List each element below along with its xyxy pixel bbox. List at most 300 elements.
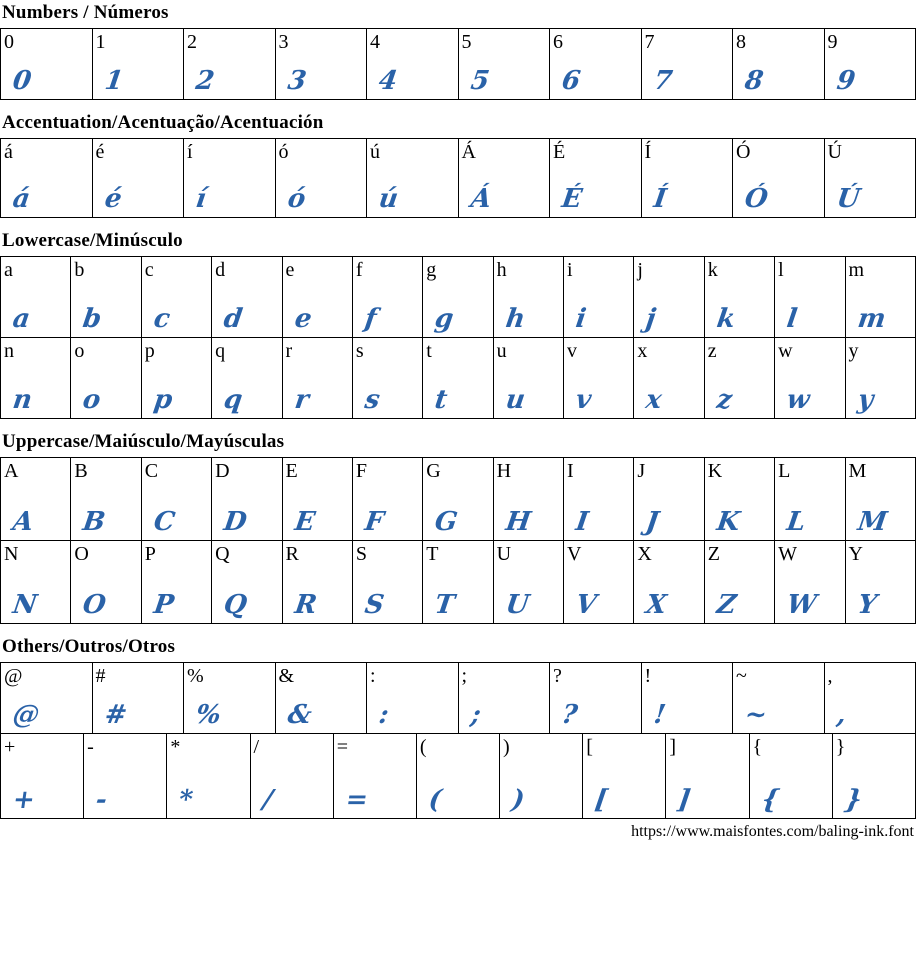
glyph-cell bbox=[275, 663, 367, 734]
section-title-others: Others/Outros/Otros bbox=[2, 636, 176, 657]
glyph-cell bbox=[634, 458, 704, 541]
styled-glyph-preview: ? bbox=[559, 700, 580, 730]
glyph-grid-uppercase bbox=[0, 457, 916, 624]
glyph-cell bbox=[493, 541, 563, 624]
glyph-cell bbox=[666, 734, 749, 819]
styled-glyph-preview: t bbox=[433, 385, 450, 415]
styled-glyph-preview: n bbox=[10, 385, 35, 415]
styled-glyph-preview: Í bbox=[651, 184, 668, 214]
glyph-cell bbox=[493, 338, 563, 419]
styled-glyph-preview: ~ bbox=[742, 700, 769, 730]
glyph-table-uppercase-row-1 bbox=[0, 457, 916, 541]
reference-char: 9 bbox=[827, 31, 838, 53]
glyph-cell bbox=[583, 734, 666, 819]
glyph-table-others-row-1 bbox=[0, 662, 916, 734]
styled-glyph-preview: G bbox=[433, 507, 460, 537]
source-url: https://www.maisfontes.com/baling-ink.font bbox=[631, 823, 914, 840]
section-others bbox=[0, 636, 916, 819]
glyph-table-accentuation-row-1 bbox=[0, 138, 916, 218]
reference-char: ~ bbox=[736, 665, 747, 687]
glyph-grid-numbers bbox=[0, 28, 916, 100]
styled-glyph-preview: Ú bbox=[834, 184, 862, 214]
reference-char: ! bbox=[644, 665, 652, 687]
reference-char: Í bbox=[644, 141, 652, 163]
glyph-cell bbox=[333, 734, 416, 819]
glyph-cell bbox=[367, 139, 459, 218]
section-title-lowercase: Lowercase/Minúsculo bbox=[2, 230, 183, 251]
glyph-cell bbox=[564, 338, 634, 419]
glyph-cell bbox=[832, 734, 915, 819]
styled-glyph-preview: z bbox=[714, 385, 734, 415]
reference-char: l bbox=[778, 259, 784, 281]
reference-char: U bbox=[496, 543, 512, 565]
glyph-cell bbox=[423, 541, 493, 624]
styled-glyph-preview: a bbox=[10, 304, 32, 334]
glyph-cell bbox=[1, 338, 71, 419]
styled-glyph-preview: H bbox=[503, 507, 533, 537]
glyph-cell bbox=[1, 458, 71, 541]
reference-char: y bbox=[848, 340, 859, 362]
glyph-cell bbox=[141, 338, 211, 419]
styled-glyph-preview: 8 bbox=[742, 66, 766, 96]
glyph-table-lowercase-row-1 bbox=[0, 256, 916, 338]
reference-char: 1 bbox=[95, 31, 106, 53]
styled-glyph-preview: p bbox=[151, 385, 175, 415]
reference-char: Ú bbox=[827, 141, 842, 163]
reference-char: ? bbox=[553, 665, 562, 687]
glyph-cell bbox=[493, 458, 563, 541]
styled-glyph-preview: g bbox=[433, 304, 456, 334]
styled-glyph-preview: é bbox=[102, 184, 124, 214]
glyph-cell bbox=[282, 338, 352, 419]
reference-char: z bbox=[707, 340, 717, 362]
reference-char: { bbox=[752, 736, 763, 758]
glyph-cell bbox=[458, 663, 550, 734]
styled-glyph-preview: : bbox=[376, 700, 391, 730]
reference-char: % bbox=[187, 665, 204, 687]
styled-glyph-preview: X bbox=[644, 590, 669, 620]
styled-glyph-preview: W bbox=[785, 590, 819, 620]
reference-char: T bbox=[426, 543, 439, 565]
reference-char: x bbox=[637, 340, 648, 362]
glyph-cell bbox=[92, 29, 184, 100]
reference-char: W bbox=[778, 543, 798, 565]
reference-char: 2 bbox=[187, 31, 197, 53]
styled-glyph-preview: T bbox=[433, 590, 457, 620]
styled-glyph-preview: ó bbox=[285, 184, 307, 214]
glyph-cell bbox=[500, 734, 583, 819]
styled-glyph-preview: 1 bbox=[102, 66, 125, 96]
styled-glyph-preview: f bbox=[362, 304, 379, 334]
reference-char: Z bbox=[707, 543, 720, 565]
glyph-cell bbox=[92, 663, 184, 734]
reference-char: ] bbox=[669, 736, 677, 758]
styled-glyph-preview: ( bbox=[426, 785, 444, 815]
glyph-cell bbox=[564, 458, 634, 541]
reference-char: 8 bbox=[736, 31, 746, 53]
styled-glyph-preview: ; bbox=[468, 700, 483, 730]
reference-char: X bbox=[637, 543, 652, 565]
reference-char: C bbox=[144, 460, 159, 482]
reference-char: L bbox=[778, 460, 791, 482]
reference-char: g bbox=[426, 259, 437, 281]
glyph-cell bbox=[352, 338, 422, 419]
styled-glyph-preview: 5 bbox=[468, 66, 491, 96]
section-numbers bbox=[0, 2, 916, 100]
reference-char: é bbox=[95, 141, 105, 163]
styled-glyph-preview: = bbox=[343, 785, 370, 815]
glyph-cell bbox=[733, 29, 825, 100]
styled-glyph-preview: í bbox=[193, 184, 208, 214]
reference-char: B bbox=[74, 460, 88, 482]
reference-char: } bbox=[835, 736, 846, 758]
styled-glyph-preview: I bbox=[573, 507, 591, 537]
glyph-cell bbox=[423, 257, 493, 338]
section-lowercase bbox=[0, 230, 916, 419]
reference-char: + bbox=[4, 736, 16, 758]
styled-glyph-preview: C bbox=[151, 507, 177, 537]
glyph-cell bbox=[824, 29, 916, 100]
glyph-cell bbox=[184, 663, 276, 734]
styled-glyph-preview: b bbox=[81, 304, 104, 334]
glyph-cell bbox=[550, 139, 642, 218]
reference-char: w bbox=[778, 340, 793, 362]
reference-char: b bbox=[74, 259, 85, 281]
styled-glyph-preview: 3 bbox=[285, 66, 308, 96]
font-specimen-sheet bbox=[0, 2, 916, 841]
reference-char: 3 bbox=[278, 31, 289, 53]
reference-char: ; bbox=[461, 665, 468, 687]
glyph-cell bbox=[167, 734, 250, 819]
styled-glyph-preview: 9 bbox=[834, 66, 857, 96]
reference-char: P bbox=[144, 543, 156, 565]
glyph-cell bbox=[775, 257, 845, 338]
glyph-cell bbox=[352, 257, 422, 338]
reference-char: M bbox=[848, 460, 867, 482]
reference-char: ú bbox=[370, 141, 380, 163]
styled-glyph-preview: V bbox=[573, 590, 599, 620]
styled-glyph-preview: E bbox=[292, 507, 317, 537]
glyph-cell bbox=[423, 458, 493, 541]
reference-char: Á bbox=[461, 141, 476, 163]
styled-glyph-preview: D bbox=[222, 507, 249, 537]
styled-glyph-preview: v bbox=[573, 385, 594, 415]
glyph-table-others-row-2 bbox=[0, 733, 916, 819]
glyph-cell bbox=[212, 338, 282, 419]
styled-glyph-preview: Z bbox=[714, 590, 738, 620]
glyph-cell bbox=[704, 338, 774, 419]
reference-char: A bbox=[4, 460, 19, 482]
glyph-cell bbox=[367, 663, 459, 734]
reference-char: V bbox=[567, 543, 582, 565]
reference-char: D bbox=[215, 460, 230, 482]
section-accentuation bbox=[0, 112, 916, 218]
reference-char: F bbox=[355, 460, 367, 482]
glyph-table-lowercase-row-2 bbox=[0, 337, 916, 419]
reference-char: É bbox=[553, 141, 566, 163]
reference-char: e bbox=[285, 259, 295, 281]
reference-char: u bbox=[496, 340, 507, 362]
glyph-cell bbox=[282, 541, 352, 624]
styled-glyph-preview: h bbox=[503, 304, 527, 334]
styled-glyph-preview: y bbox=[855, 385, 875, 415]
reference-char: = bbox=[336, 736, 348, 758]
glyph-cell bbox=[458, 139, 550, 218]
styled-glyph-preview: L bbox=[785, 507, 808, 537]
reference-char: Q bbox=[215, 543, 230, 565]
styled-glyph-preview: r bbox=[292, 385, 311, 415]
glyph-cell bbox=[352, 458, 422, 541]
styled-glyph-preview: & bbox=[285, 700, 314, 730]
glyph-cell bbox=[1, 29, 93, 100]
glyph-cell bbox=[641, 139, 733, 218]
reference-char: v bbox=[567, 340, 577, 362]
styled-glyph-preview: 4 bbox=[376, 66, 400, 96]
styled-glyph-preview: ] bbox=[676, 785, 693, 815]
styled-glyph-preview: # bbox=[102, 700, 129, 730]
styled-glyph-preview: Q bbox=[222, 590, 249, 620]
styled-glyph-preview: U bbox=[503, 590, 531, 620]
glyph-cell bbox=[141, 257, 211, 338]
styled-glyph-preview: O bbox=[81, 590, 109, 620]
glyph-cell bbox=[71, 338, 141, 419]
styled-glyph-preview: s bbox=[362, 385, 382, 415]
glyph-cell bbox=[212, 458, 282, 541]
reference-char: p bbox=[144, 340, 155, 362]
reference-char: 4 bbox=[370, 31, 380, 53]
reference-char: i bbox=[567, 259, 573, 281]
styled-glyph-preview: o bbox=[81, 385, 103, 415]
styled-glyph-preview: B bbox=[81, 507, 108, 537]
section-title-numbers: Numbers / Números bbox=[2, 2, 169, 23]
reference-char: Ó bbox=[736, 141, 751, 163]
reference-char: * bbox=[170, 736, 181, 758]
reference-char: / bbox=[253, 736, 260, 758]
glyph-cell bbox=[84, 734, 167, 819]
glyph-cell bbox=[493, 257, 563, 338]
glyph-cell bbox=[71, 257, 141, 338]
glyph-cell bbox=[71, 458, 141, 541]
reference-char: ó bbox=[278, 141, 289, 163]
glyph-cell bbox=[641, 29, 733, 100]
glyph-cell bbox=[282, 458, 352, 541]
styled-glyph-preview: ) bbox=[509, 785, 527, 815]
reference-char: Y bbox=[848, 543, 863, 565]
glyph-cell bbox=[141, 458, 211, 541]
styled-glyph-preview: @ bbox=[10, 700, 42, 730]
glyph-cell bbox=[845, 257, 916, 338]
reference-char: 5 bbox=[461, 31, 472, 53]
glyph-cell bbox=[458, 29, 550, 100]
glyph-cell bbox=[641, 663, 733, 734]
styled-glyph-preview: É bbox=[559, 184, 584, 214]
section-title-accentuation: Accentuation/Acentuação/Acentuación bbox=[2, 112, 324, 133]
glyph-cell bbox=[775, 458, 845, 541]
reference-char: 0 bbox=[4, 31, 14, 53]
styled-glyph-preview: [ bbox=[593, 785, 610, 815]
styled-glyph-preview: M bbox=[855, 507, 889, 537]
styled-glyph-preview: m bbox=[855, 304, 888, 334]
styled-glyph-preview: - bbox=[94, 785, 110, 815]
reference-char: s bbox=[355, 340, 364, 362]
glyph-cell bbox=[1, 663, 93, 734]
glyph-cell bbox=[749, 734, 832, 819]
reference-char: H bbox=[496, 460, 512, 482]
styled-glyph-preview: w bbox=[785, 385, 812, 415]
reference-char: G bbox=[426, 460, 441, 482]
glyph-cell bbox=[775, 338, 845, 419]
glyph-cell bbox=[1, 257, 71, 338]
reference-char: - bbox=[87, 736, 94, 758]
reference-char: á bbox=[4, 141, 13, 163]
styled-glyph-preview: u bbox=[503, 385, 527, 415]
styled-glyph-preview: Ó bbox=[742, 184, 770, 214]
reference-char: a bbox=[4, 259, 13, 281]
styled-glyph-preview: F bbox=[362, 507, 386, 537]
glyph-cell bbox=[282, 257, 352, 338]
reference-char: m bbox=[848, 259, 865, 281]
reference-char: h bbox=[496, 259, 507, 281]
glyph-cell bbox=[634, 257, 704, 338]
glyph-cell bbox=[352, 541, 422, 624]
reference-char: S bbox=[355, 543, 367, 565]
reference-char: E bbox=[285, 460, 298, 482]
styled-glyph-preview: ! bbox=[651, 700, 668, 730]
styled-glyph-preview: 0 bbox=[10, 66, 34, 96]
styled-glyph-preview: ú bbox=[376, 184, 401, 214]
styled-glyph-preview: q bbox=[222, 385, 245, 415]
styled-glyph-preview: j bbox=[644, 304, 658, 334]
glyph-cell bbox=[184, 139, 276, 218]
section-title-uppercase: Uppercase/Maiúsculo/Mayúsculas bbox=[2, 431, 285, 452]
styled-glyph-preview: N bbox=[10, 590, 39, 620]
glyph-cell bbox=[1, 734, 84, 819]
styled-glyph-preview: S bbox=[362, 590, 386, 620]
reference-char: j bbox=[637, 259, 643, 281]
reference-char: @ bbox=[4, 665, 23, 687]
glyph-grid-lowercase bbox=[0, 256, 916, 419]
reference-char: # bbox=[95, 665, 106, 687]
glyph-cell bbox=[423, 338, 493, 419]
reference-char: [ bbox=[586, 736, 593, 758]
styled-glyph-preview: J bbox=[644, 507, 661, 537]
glyph-cell bbox=[184, 29, 276, 100]
styled-glyph-preview: á bbox=[10, 184, 32, 214]
reference-char: R bbox=[285, 543, 299, 565]
reference-char: , bbox=[827, 665, 833, 687]
styled-glyph-preview: 7 bbox=[651, 66, 674, 96]
reference-char: q bbox=[215, 340, 226, 362]
glyph-cell bbox=[733, 663, 825, 734]
reference-char: K bbox=[707, 460, 723, 482]
glyph-cell bbox=[275, 139, 367, 218]
styled-glyph-preview: / bbox=[260, 785, 275, 815]
glyph-cell bbox=[275, 29, 367, 100]
glyph-cell bbox=[704, 257, 774, 338]
styled-glyph-preview: A bbox=[10, 507, 36, 537]
glyph-table-numbers-row-1 bbox=[0, 28, 916, 100]
reference-char: n bbox=[4, 340, 14, 362]
glyph-cell bbox=[634, 338, 704, 419]
reference-char: k bbox=[707, 259, 718, 281]
styled-glyph-preview: Y bbox=[855, 590, 879, 620]
glyph-cell bbox=[564, 257, 634, 338]
glyph-cell bbox=[704, 541, 774, 624]
reference-char: t bbox=[426, 340, 432, 362]
styled-glyph-preview: * bbox=[177, 785, 196, 815]
styled-glyph-preview: + bbox=[10, 785, 37, 815]
reference-char: r bbox=[285, 340, 293, 362]
reference-char: I bbox=[567, 460, 574, 482]
reference-char: ) bbox=[503, 736, 510, 758]
glyph-cell bbox=[845, 541, 916, 624]
styled-glyph-preview: P bbox=[151, 590, 176, 620]
styled-glyph-preview: k bbox=[714, 304, 737, 334]
reference-char: N bbox=[4, 543, 19, 565]
glyph-cell bbox=[775, 541, 845, 624]
reference-char: 6 bbox=[553, 31, 563, 53]
glyph-cell bbox=[845, 458, 916, 541]
glyph-cell bbox=[250, 734, 333, 819]
reference-char: 7 bbox=[644, 31, 655, 53]
reference-char: o bbox=[74, 340, 85, 362]
glyph-cell bbox=[416, 734, 499, 819]
reference-char: c bbox=[144, 259, 154, 281]
glyph-cell bbox=[71, 541, 141, 624]
glyph-cell bbox=[733, 139, 825, 218]
reference-char: J bbox=[637, 460, 646, 482]
glyph-cell bbox=[704, 458, 774, 541]
styled-glyph-preview: 2 bbox=[193, 66, 217, 96]
styled-glyph-preview: c bbox=[151, 304, 172, 334]
section-uppercase bbox=[0, 431, 916, 624]
reference-char: ( bbox=[419, 736, 427, 758]
styled-glyph-preview: { bbox=[759, 785, 781, 815]
styled-glyph-preview: l bbox=[785, 304, 800, 334]
glyph-cell bbox=[824, 663, 916, 734]
glyph-cell bbox=[212, 541, 282, 624]
reference-char: O bbox=[74, 543, 89, 565]
glyph-cell bbox=[550, 29, 642, 100]
styled-glyph-preview: x bbox=[644, 385, 664, 415]
styled-glyph-preview: % bbox=[193, 700, 223, 730]
styled-glyph-preview: i bbox=[573, 304, 588, 334]
styled-glyph-preview: 6 bbox=[559, 66, 583, 96]
glyph-cell bbox=[212, 257, 282, 338]
glyph-cell bbox=[564, 541, 634, 624]
styled-glyph-preview: Á bbox=[468, 184, 493, 214]
glyph-cell bbox=[92, 139, 184, 218]
styled-glyph-preview: , bbox=[834, 700, 848, 730]
reference-char: : bbox=[370, 665, 376, 687]
glyph-table-uppercase-row-2 bbox=[0, 540, 916, 624]
glyph-grid-accentuation bbox=[0, 138, 916, 218]
reference-char: & bbox=[278, 665, 295, 687]
glyph-grid-others bbox=[0, 662, 916, 819]
styled-glyph-preview: K bbox=[714, 507, 742, 537]
glyph-cell bbox=[550, 663, 642, 734]
glyph-cell bbox=[824, 139, 916, 218]
glyph-cell bbox=[634, 541, 704, 624]
styled-glyph-preview: d bbox=[222, 304, 245, 334]
glyph-cell bbox=[1, 541, 71, 624]
glyph-cell bbox=[1, 139, 93, 218]
glyph-cell bbox=[367, 29, 459, 100]
glyph-cell bbox=[845, 338, 916, 419]
styled-glyph-preview: e bbox=[292, 304, 314, 334]
glyph-cell bbox=[141, 541, 211, 624]
reference-char: f bbox=[355, 259, 363, 281]
